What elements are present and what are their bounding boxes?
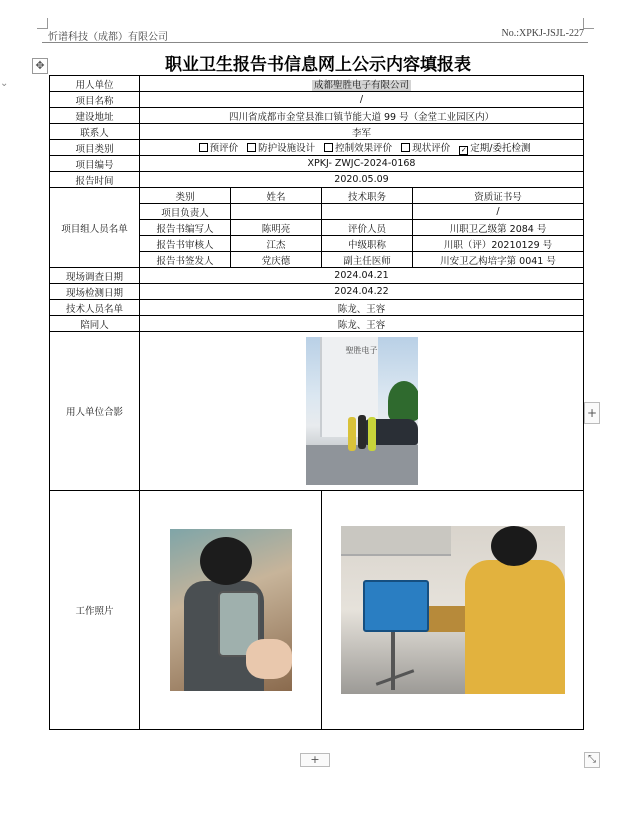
team-header-name: 姓名 [231,188,322,204]
team-name[interactable]: 党庆德 [231,252,322,268]
contact-label: 联系人 [50,124,140,140]
work-photo-air-sampler [341,526,565,694]
row-address [50,108,584,124]
checkbox-protection-design[interactable] [247,143,256,152]
escort-label: 陪同人 [50,316,140,332]
checkbox-control-effect[interactable] [324,143,333,152]
checkbox-status-evaluation[interactable] [401,143,410,152]
project-no-value[interactable]: XPKJ- ZWJC-2024-0168 [140,156,584,172]
team-title[interactable]: 副主任医师 [322,252,413,268]
hand [246,639,292,679]
team-role: 报告书签发人 [140,252,231,268]
work-photos-label: 工作照片 [50,491,140,730]
report-form-table [49,75,584,730]
air-sampling-pump [363,580,429,632]
team-cert[interactable]: 川职（评）20210129 号 [413,236,584,252]
project-type-options [140,140,584,156]
row-report-time [50,172,584,188]
project-no-label: 项目编号 [50,156,140,172]
page-title: 职业卫生报告书信息网上公示内容填报表 [165,55,471,75]
row-project-name [50,92,584,108]
tech-staff-label: 技术人员名单 [50,300,140,316]
page-corner-mark-left [37,18,48,29]
page-corner-mark-right [583,18,594,29]
employer-label: 用人单位 [50,76,140,92]
address-label: 建设地址 [50,108,140,124]
option-status-evaluation[interactable] [395,143,450,154]
header-doc-number: No.:XPKJ-JSJL-227 [501,28,584,39]
team-label: 项目组人员名单 [50,188,140,268]
report-time-value[interactable]: 2020.05.09 [140,172,584,188]
option-label: 定期/委托检测 [470,143,531,154]
option-label: 防护设施设计 [258,143,316,154]
option-label: 控制效果评价 [335,143,393,154]
table-move-handle-icon[interactable]: ✥ [32,58,48,74]
employer-value-cell[interactable] [140,76,584,92]
team-role: 报告书审核人 [140,236,231,252]
tripod [391,628,395,690]
header-company: 忻谱科技（成都）有限公司 [48,32,168,43]
tech-staff-value[interactable]: 陈龙、王容 [140,300,584,316]
test-date-label: 现场检测日期 [50,284,140,300]
exhaust-duct [341,526,451,556]
contact-value[interactable]: 李军 [140,124,584,140]
project-type-label: 项目类别 [50,140,140,156]
row-group-photo [50,332,584,491]
option-protection-design[interactable] [241,143,315,154]
group-photo [306,337,418,485]
row-project-type [50,140,584,156]
tripod-leg [375,669,414,685]
report-time-label: 报告时间 [50,172,140,188]
team-cert[interactable]: / [413,204,584,220]
chevron-down-icon[interactable]: ⌄ [0,78,9,89]
row-test-date [50,284,584,300]
team-header-title: 技术职务 [322,188,413,204]
worker-body [465,560,565,694]
header-rule [42,42,588,43]
checkbox-periodic-testing[interactable]: ✓ [460,146,467,154]
team-cert[interactable]: 川职卫乙级第 2084 号 [413,220,584,236]
row-survey-date [50,268,584,284]
work-photo-noise-meter [170,529,292,691]
option-pre-evaluation[interactable] [193,143,239,154]
person [348,417,356,451]
team-name[interactable]: 陈明亮 [231,220,322,236]
employer-value: 成都聖胜电子有限公司 [314,79,410,91]
ground [306,445,418,485]
option-label: 现状评价 [412,143,451,154]
worker-head [491,526,537,566]
tree [388,381,418,421]
survey-date-value[interactable]: 2024.04.21 [140,268,584,284]
group-photo-label: 用人单位合影 [50,332,140,491]
row-escort [50,316,584,332]
row-work-photos [50,491,584,730]
team-header-role: 类别 [140,188,231,204]
group-photo-cell [140,332,584,491]
row-tech-staff [50,300,584,316]
escort-value[interactable]: 陈龙、王容 [140,316,584,332]
row-employer [50,76,584,92]
row-contact [50,124,584,140]
team-role: 项目负责人 [140,204,231,220]
project-name-value[interactable]: / [140,92,584,108]
team-name[interactable] [231,204,322,220]
address-value[interactable]: 四川省成都市金堂县淮口镇节能大道 99 号（金堂工业园区内） [140,108,584,124]
checkbox-pre-evaluation[interactable] [199,143,208,152]
team-title[interactable]: 中级职称 [322,236,413,252]
person [358,415,366,449]
option-periodic-testing[interactable] [453,143,530,154]
survey-date-label: 现场调查日期 [50,268,140,284]
add-row-icon[interactable]: + [300,753,330,767]
team-name[interactable]: 江杰 [231,236,322,252]
option-label: 预评价 [209,143,239,154]
worker-head [200,537,252,585]
person [368,417,376,451]
project-name-label: 项目名称 [50,92,140,108]
team-header-cert: 资质证书号 [413,188,584,204]
row-project-no [50,156,584,172]
row-team-header [50,188,584,204]
work-photo-cell-2 [322,491,584,730]
work-photo-cell-1 [140,491,322,730]
test-date-value[interactable]: 2024.04.22 [140,284,584,300]
team-title[interactable] [322,204,413,220]
team-role: 报告书编写人 [140,220,231,236]
table-resize-icon[interactable]: ⤡ [584,752,600,768]
add-column-icon[interactable]: + [584,402,600,424]
team-title[interactable]: 评价人员 [322,220,413,236]
building-sign: 聖胜电子 [345,346,378,355]
team-cert[interactable]: 川安卫乙构培字第 0041 号 [413,252,584,268]
option-control-effect[interactable] [318,143,392,154]
